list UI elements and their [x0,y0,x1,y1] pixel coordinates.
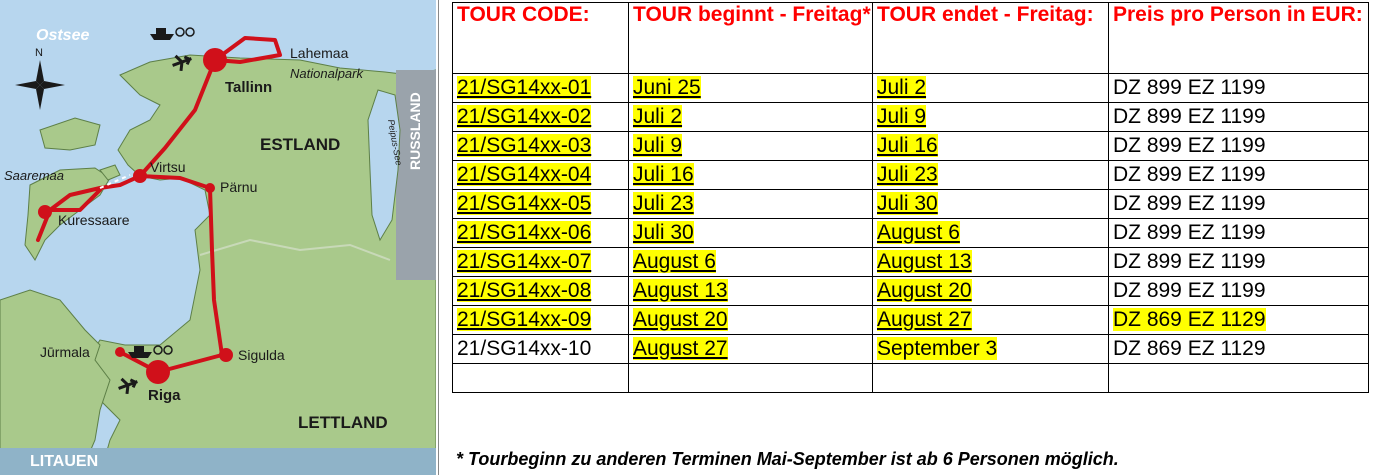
cell-text: Juli 30 [633,221,694,244]
cell-tour-code [453,306,629,335]
city-dot-virtsu [133,169,147,183]
cell-price [1109,219,1369,248]
city-dot-sigulda [219,348,233,362]
cell-price [1109,306,1369,335]
cell-price [1109,277,1369,306]
city-label-tallinn: Tallinn [225,79,273,96]
spacer-cell [453,364,629,393]
cell-text: August 13 [877,250,972,273]
cell-text: DZ 899 EZ 1199 [1113,279,1266,302]
cell-tour-code [453,74,629,103]
cell-tour-start [629,190,873,219]
tour-table-wrapper [452,2,1368,393]
cell-text: August 20 [633,308,728,331]
lake-label-peipus: Peipus-See [386,118,404,167]
spacer-cell [1109,364,1369,393]
cell-tour-start [629,132,873,161]
cell-tour-code [453,219,629,248]
cell-tour-code [453,277,629,306]
cell-text: Juli 16 [877,134,938,157]
table-row [453,103,1369,132]
cell-tour-start [629,248,873,277]
cell-tour-end [873,190,1109,219]
cell-text: 21/SG14xx-02 [457,105,592,128]
city-label-riga: Riga [148,387,181,404]
cell-text: 21/SG14xx-08 [457,279,592,302]
cell-text: DZ 899 EZ 1199 [1113,192,1266,215]
cell-text: Juli 23 [877,163,938,186]
country-label-lettland: LETTLAND [298,413,388,432]
country-label-russland: RUSSLAND [407,92,423,170]
cell-price [1109,132,1369,161]
cell-tour-end [873,103,1109,132]
cell-tour-start [629,306,873,335]
cell-text: August 27 [633,337,728,360]
cell-tour-start [629,74,873,103]
cell-text: 21/SG14xx-10 [457,337,592,360]
cell-text: 21/SG14xx-07 [457,250,592,273]
cell-tour-start [629,161,873,190]
header-tour-end: TOUR endet - Freitag: [873,3,1109,74]
cell-tour-code [453,190,629,219]
cell-text: Juli 9 [633,134,683,157]
cell-price [1109,190,1369,219]
footnote: * Tourbeginn zu anderen Terminen Mai-September ist ab 6 Personen möglich. [456,449,1119,469]
table-row [453,335,1369,364]
cell-text: Juli 30 [877,192,938,215]
cell-tour-code [453,335,629,364]
cell-tour-start [629,103,873,132]
cell-text: 21/SG14xx-04 [457,163,592,186]
divider [438,0,439,475]
city-label-parnu: Pärnu [220,179,258,195]
city-dot-tallinn [203,48,227,72]
city-label-lahemaa: Lahemaa [290,45,349,61]
cell-text: 21/SG14xx-03 [457,134,592,157]
cell-text: DZ 899 EZ 1199 [1113,105,1266,128]
city-dot-riga [146,360,170,384]
cell-tour-end [873,161,1109,190]
cell-text: DZ 869 EZ 1129 [1113,308,1266,331]
cell-text: August 20 [877,279,972,302]
cell-tour-code [453,132,629,161]
cell-text: September 3 [877,337,998,360]
cell-text: Juni 25 [633,76,701,99]
cell-price [1109,161,1369,190]
cell-tour-end [873,277,1109,306]
table-header-row [453,3,1369,74]
cell-text: 21/SG14xx-05 [457,192,592,215]
cell-tour-end [873,132,1109,161]
cell-text: Juli 9 [877,105,927,128]
city-dot-kuressaare [38,205,52,219]
cell-price [1109,335,1369,364]
table-row [453,219,1369,248]
cell-tour-end [873,74,1109,103]
cell-text: August 13 [633,279,728,302]
city-label-nationalpark: Nationalpark [290,66,363,81]
table-row [453,248,1369,277]
cell-text: DZ 899 EZ 1199 [1113,134,1266,157]
cell-price [1109,74,1369,103]
route-map [0,0,436,475]
table-row [453,277,1369,306]
city-dot-jurmala [115,347,125,357]
cell-tour-code [453,103,629,132]
cell-tour-start [629,335,873,364]
sea-label: Ostsee [36,27,90,44]
cell-text: Juli 2 [877,76,927,99]
cell-text: Juli 2 [633,105,683,128]
table-row [453,190,1369,219]
table-row [453,132,1369,161]
cell-text: DZ 899 EZ 1199 [1113,250,1266,273]
compass-label: N [35,47,43,59]
cell-tour-end [873,219,1109,248]
cell-text: DZ 899 EZ 1199 [1113,221,1266,244]
cell-text: 21/SG14xx-09 [457,308,592,331]
city-dot-parnu [205,183,215,193]
table-spacer-row [453,364,1369,393]
spacer-cell [873,364,1109,393]
cell-text: 21/SG14xx-06 [457,221,592,244]
cell-text: August 6 [877,221,960,244]
cell-tour-end [873,335,1109,364]
city-label-jurmala: Jūrmala [40,344,90,360]
cell-text: DZ 899 EZ 1199 [1113,163,1266,186]
cell-text: August 27 [877,308,972,331]
cell-tour-start [629,219,873,248]
table-row [453,74,1369,103]
city-label-saaremaa: Saaremaa [4,168,64,183]
city-label-virtsu: Virtsu [150,159,186,175]
table-row [453,161,1369,190]
cell-text: Juli 16 [633,163,694,186]
spacer-cell [629,364,873,393]
country-label-estland: ESTLAND [260,135,341,154]
cell-tour-end [873,306,1109,335]
country-label-litauen: LITAUEN [30,453,99,470]
cell-tour-code [453,248,629,277]
cell-text: DZ 899 EZ 1199 [1113,76,1266,99]
city-label-sigulda: Sigulda [238,347,285,363]
city-label-kuressaare: Kuressaare [58,212,130,228]
header-tour-code: TOUR CODE: [453,3,629,74]
cell-text: 21/SG14xx-01 [457,76,592,99]
cell-price [1109,103,1369,132]
cell-text: DZ 869 EZ 1129 [1113,337,1266,360]
tour-dates-table [452,2,1369,393]
header-price: Preis pro Person in EUR: [1109,3,1369,74]
cell-text: Juli 23 [633,192,694,215]
cell-tour-start [629,277,873,306]
header-tour-start: TOUR beginnt - Freitag* [629,3,873,74]
cell-tour-end [873,248,1109,277]
table-row [453,306,1369,335]
cell-tour-code [453,161,629,190]
cell-text: August 6 [633,250,716,273]
cell-price [1109,248,1369,277]
